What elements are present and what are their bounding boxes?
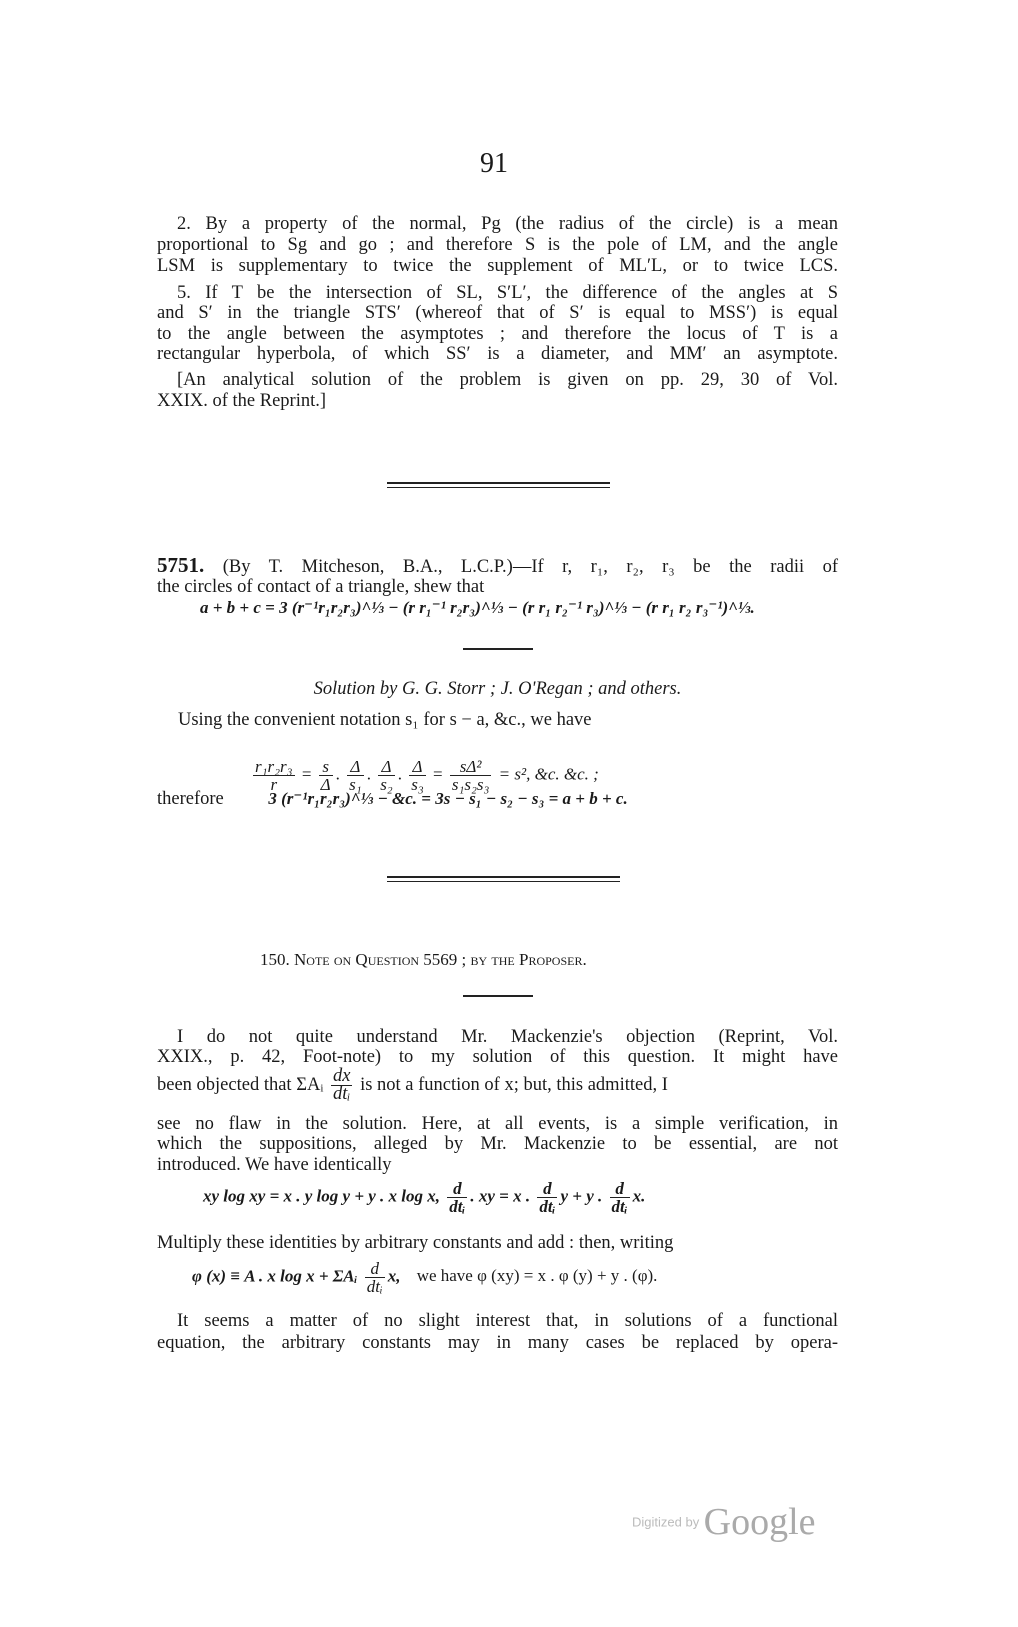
para2-line3: LSM is supplementary to twice the supplement of ML′L, or to twice LCS. [157,256,838,276]
note-line2: XXIX. of the Reprint.] [157,391,327,411]
dot: . [335,764,340,784]
short-rule [463,648,533,650]
note-line: I do not quite understand Mr. Mackenzie's objection (Reprint, Vol. [177,1027,838,1047]
equals: = [433,764,443,784]
text: we have φ (xy) = x . φ (y) + y . (φ). [416,1266,658,1286]
google-watermark: Digitized by Google [632,1501,816,1543]
identity-formula [203,1180,823,1215]
note-line: see no flaw in the solution. Here, at all events, is a simple verification, in [157,1114,838,1134]
fraction: $\frac{\text{sΔ²}}{\text{s₁s₂s₃}}$ [451,757,490,794]
dot: . [366,764,371,784]
question-5751-line1 [157,555,838,578]
double-rule-top [387,876,620,878]
note-objected-line [157,1068,838,1103]
question-formula: a + b + c = 3 (r⁻¹r₁r₂r₃)^⅓ − (r r₁⁻¹ r₂r₃)^⅓ − (r r₁ r₂⁻¹ r₃)^⅓ − (r r₁ r₂ r₃⁻¹)^⅓. [200,598,755,617]
question-text: (By T. Mitcheson, B.A., L.C.P.)—If r, r₁, r₂, r₃ be the radii of [222,557,838,577]
double-rule-bottom [387,487,610,488]
fraction-d-dt: $\frac{d}{\text{dtᵢ}}$ [611,1179,628,1216]
page-number: 91 [480,148,508,179]
text: φ (x) ≡ A . x log x + ΣAᵢ [192,1266,358,1286]
text: . xy = x . [470,1186,531,1206]
fraction: $\frac{\text{r₁r₂r₃}}{r}$ [255,757,293,794]
therefore-line [157,788,838,810]
note-150-heading: 150. Note on Question 5569 ; by the Proposer. [260,950,587,969]
question-number: 5751. [157,553,205,577]
note-line: XXIX., p. 42, Foot-note) to my solution of this question. It might have [157,1047,838,1067]
text: x. [632,1186,646,1206]
note-line: which the suppositions, alleged by Mr. Mackenzie to be essential, are not [157,1134,838,1154]
fraction-d-dt: $\frac{d}{\text{dtᵢ}}$ [449,1179,466,1216]
dot: . [397,764,402,784]
equation-tail: = s², &c. &c. ; [498,764,599,784]
fraction-d-dt: $\frac{d}{\text{dtᵢ}}$ [366,1259,383,1296]
note-line: introduced. We have identically [157,1155,392,1175]
multiply-line: Multiply these identities by arbitrary constants and add : then, writing [157,1233,674,1253]
text: y + y . [560,1186,603,1206]
para5-line1: 5. If T be the intersection of SL, S′L′, the difference of the angles at S [177,283,838,303]
solution-heading: Solution by G. G. Storr ; J. O'Regan ; and others. [313,679,682,699]
para2-line1: 2. By a property of the normal, Pg (the radius of the circle) is a mean [177,214,838,234]
para5-line4: rectangular hyperbola, of which SS′ is a diameter, and MM′ an asymptote. [157,344,838,364]
therefore-label: therefore [157,789,224,809]
text: x, [387,1266,401,1286]
therefore-formula: 3 (r⁻¹r₁r₂r₃)^⅓ − &c. = 3s − s₁ − s₂ − s₃ = a + b + c. [268,789,628,808]
fraction: $\frac{\Delta}{\text{s₁}}$ [349,757,362,794]
solution-intro: Using the convenient notation s₁ for s − a, &c., we have [178,710,592,730]
fraction: $\frac{\Delta}{\text{s₃}}$ [411,757,424,794]
para5-line3: to the angle between the asymptotes ; and therefore the locus of T is a [157,324,838,344]
fraction: $\frac{s}{\Delta}$ [320,757,331,794]
fraction-dx-dt: $\frac{dx}{\text{dtᵢ}}$ [332,1066,351,1104]
double-rule-bottom [387,881,620,882]
para5-line2: and S′ in the triangle STS′ (whereof that of S′ is equal to MSS′) is equal [157,303,838,323]
note-line: equation, the arbitrary constants may in many cases be replaced by opera- [157,1333,838,1353]
question-5751-line2: the circles of contact of a triangle, shew that [157,577,485,597]
text: is not a function of x; but, this admitted, I [360,1074,668,1095]
note-line: It seems a matter of no slight interest that, in solutions of a functional [177,1311,838,1331]
equals: = [301,764,312,784]
identity-1: xy log xy = x . y log y + y . x log x, [203,1186,441,1206]
note-line1: [An analytical solution of the problem is given on pp. 29, 30 of Vol. [177,370,838,390]
fraction: $\frac{\Delta}{\text{s₂}}$ [380,757,393,794]
para2-line2: proportional to Sg and go ; and therefore S is the pole of LM, and the angle [157,235,838,255]
fraction-d-dt: $\frac{d}{\text{dtᵢ}}$ [539,1179,556,1216]
phi-formula [192,1260,812,1295]
short-rule [463,995,533,997]
text: been objected that ΣAᵢ [157,1074,324,1095]
double-rule-top [387,482,610,484]
